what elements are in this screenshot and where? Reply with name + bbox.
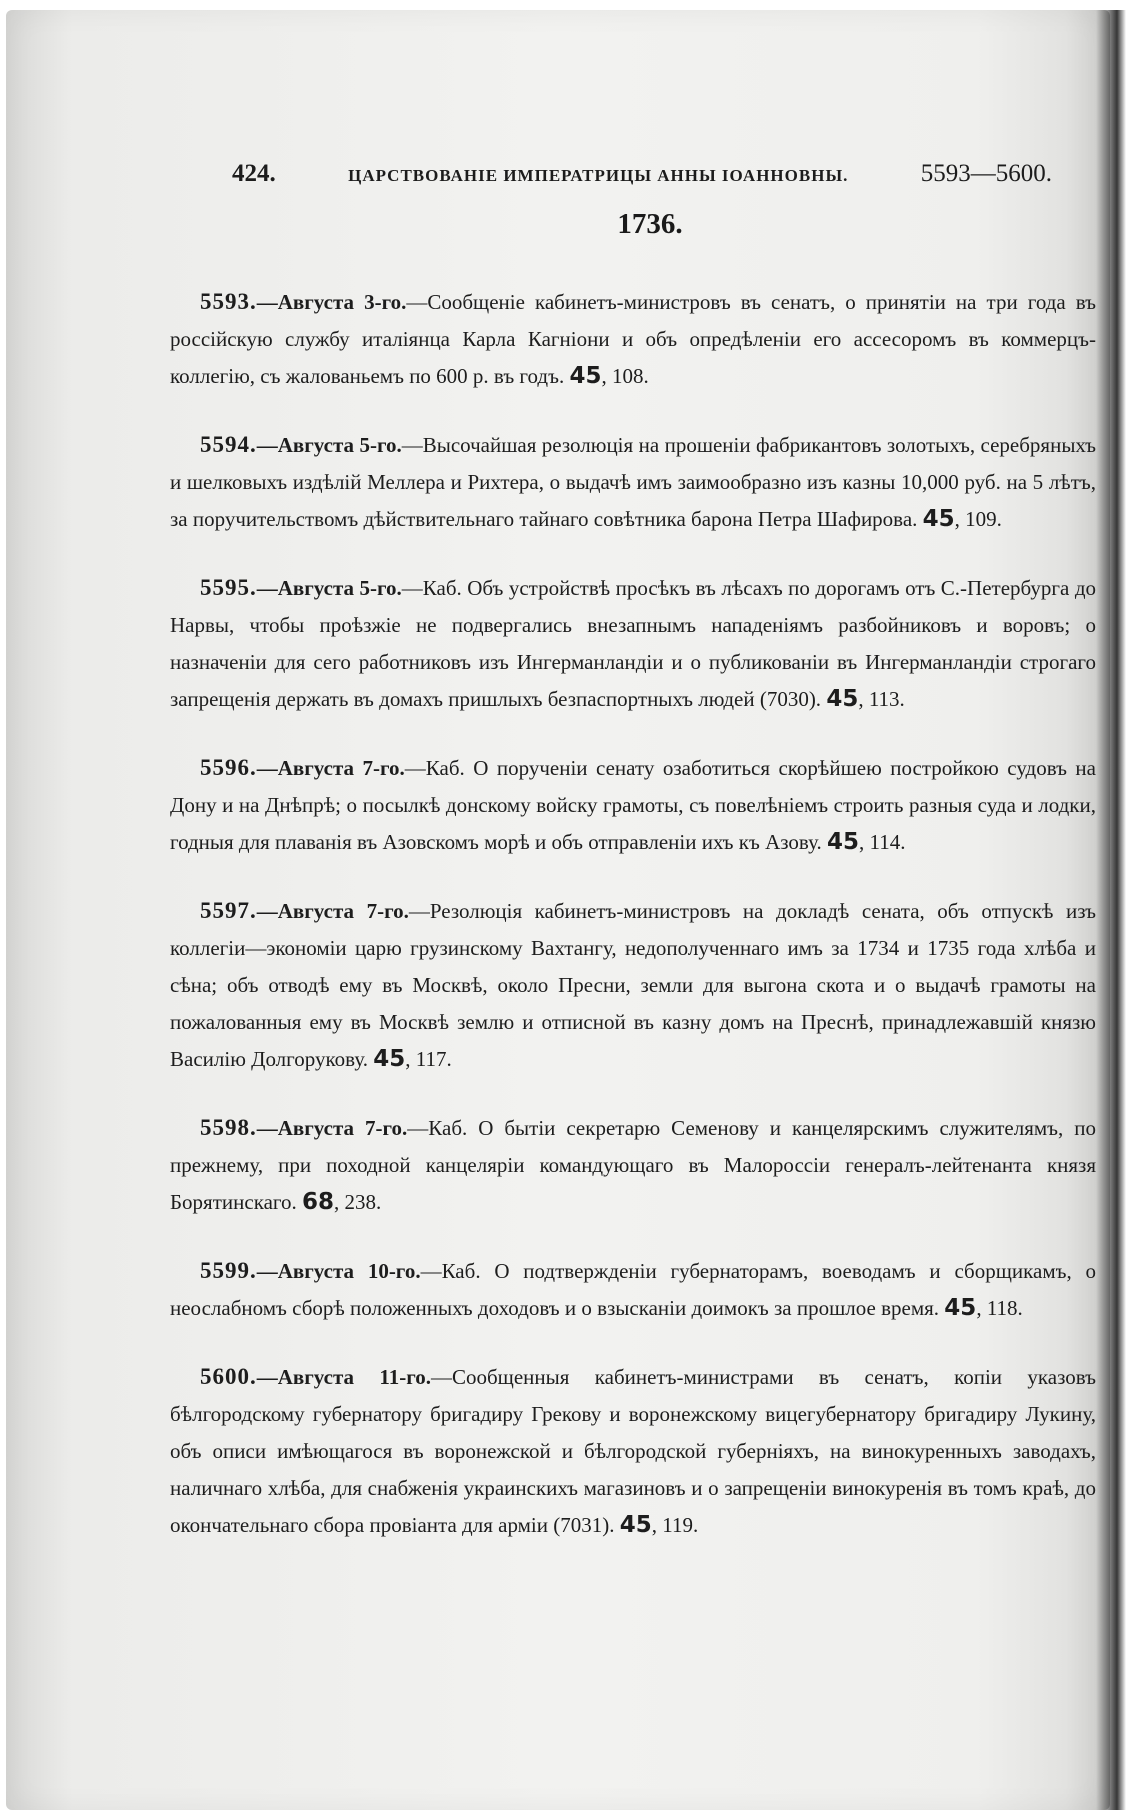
reference-volume: 45: [922, 506, 955, 532]
entry-5600: [170, 1358, 1096, 1544]
entry-date: —Августа 7-го.: [256, 899, 409, 923]
entry-date: —Августа 10-го.: [256, 1259, 421, 1283]
reference-page: , 238.: [334, 1190, 382, 1214]
entry-text: —Резолюція кабинетъ-министровъ на докладѣ сената, объ отпускѣ изъ коллегіи—экономіи царю грузинскому Вахтангу, недополученнаго имъ за 1734 и 1735 года хлѣба и сѣна; объ отводѣ ему въ Москвѣ, около Пресни, земли для выгона скота и о выдачѣ грамоты на пожалованныя ему въ Москвѣ землю и отписной въ казну домъ на Преснѣ, принадлежавшій князю Василію Долгорукову.: [170, 899, 1097, 1071]
year-heading: 1736.: [617, 208, 683, 240]
reference-page: , 114.: [859, 830, 906, 854]
entry-text: —Сообщенныя кабинетъ-министрами въ сенатъ, копіи указовъ бѣлгородскому губернатору бригадиру Грекову и воронежскому вицегубернатору бригадиру Лукину, объ описи имѣющагося въ воронежской и бѣлгородской губерніяхъ, на винокуренныхъ заводахъ, наличнаго хлѣба, для снабженія украинскихъ магазиновъ и о запрещеніи винокуренія въ томъ краѣ, до окончательнаго сбора провіанта для арміи (7031).: [170, 1365, 1096, 1537]
entry-5593: [170, 283, 1096, 395]
reference-volume: 45: [569, 363, 602, 389]
entry-date: —Августа 7-го.: [256, 756, 405, 780]
running-header: [232, 160, 1052, 200]
entry-number: 5600.: [200, 1364, 257, 1389]
entry-date: —Августа 7-го.: [256, 1116, 408, 1140]
reference-page: , 113.: [858, 687, 905, 711]
reference-volume: 45: [827, 829, 860, 855]
entry-text: —Каб. О бытіи секретарю Семенову и канцелярскимъ служителямъ, по прежнему, при походной канцеляріи командующаго въ Малороссіи генералъ-лейтенанта князя Борятинскаго.: [170, 1116, 1096, 1214]
entry-date: —Августа 5-го.: [256, 433, 402, 457]
reference-volume: 45: [826, 686, 859, 712]
entry-number: 5593.: [200, 289, 257, 314]
entry-5598: [170, 1109, 1096, 1221]
reference-volume: 45: [373, 1046, 406, 1072]
entry-number: 5596.: [200, 755, 257, 780]
entry-text: —Каб. О подтвержденіи губернаторамъ, воеводамъ и сборщикамъ, о неослабномъ сборѣ положенныхъ доходовъ и о взысканіи доимокъ за прошлое время.: [170, 1259, 1096, 1320]
reference-volume: 45: [944, 1295, 977, 1321]
entry-text: —Сообщеніе кабинетъ-министровъ въ сенатъ, о принятіи на три года въ россійскую службу италіянца Карла Кагніони и объ опредѣленіи его ассесоромъ въ коммерцъ-коллегію, съ жалованьемъ по 600 р. въ годъ.: [170, 290, 1097, 388]
entry-text: —Высочайшая резолюція на прошеніи фабрикантовъ золотыхъ, серебряныхъ и шелковыхъ издѣлій Меллера и Рихтера, о выдачѣ имъ заимообразно изъ казны 10,000 руб. на 5 лѣтъ, за поручительствомъ дѣйствительнаго тайнаго совѣтника барона Петра Шафирова.: [170, 433, 1096, 531]
entry-5597: [170, 892, 1096, 1078]
entry-text: —Каб. О порученіи сенату озаботиться скорѣйшею постройкою судовъ на Дону и на Днѣпрѣ; о посылкѣ донскому войску грамоты, съ повелѣніемъ строить разныя суда и лодки, годныя для плаванія въ Азовскомъ морѣ и объ отправленіи ихъ къ Азову.: [170, 756, 1096, 854]
entry-text: —Каб. Объ устройствѣ просѣкъ въ лѣсахъ по дорогамъ отъ С.-Петербурга до Нарвы, чтобы проѣзжіе не подвергались внезапнымъ нападеніямъ разбойниковъ и воровъ; о назначеніи для сего работниковъ изъ Ингерманландіи и о публикованіи въ Ингерманландіи строгаго запрещенія держать въ домахъ пришлыхъ безпаспортныхъ людей (7030).: [170, 576, 1097, 711]
entry-range: 5593—5600.: [920, 160, 1052, 187]
entry-5594: [170, 426, 1096, 538]
entry-5596: [170, 749, 1096, 861]
entry-number: 5594.: [200, 432, 257, 457]
entry-number: 5597.: [200, 898, 257, 923]
entry-5599: [170, 1252, 1096, 1327]
entry-date: —Августа 5-го.: [256, 576, 402, 600]
page-number: 424.: [232, 160, 276, 187]
running-title: ЦАРСТВОВАНІЕ ИМПЕРАТРИЦЫ АННЫ ІОАННОВНЫ.: [348, 166, 849, 185]
entry-number: 5598.: [200, 1115, 257, 1140]
entry-5595: [170, 569, 1096, 718]
reference-page: , 117.: [405, 1047, 452, 1071]
reference-page: , 108.: [601, 364, 649, 388]
reference-volume: 45: [619, 1512, 652, 1538]
entry-number: 5595.: [200, 575, 257, 600]
entry-number: 5599.: [200, 1258, 257, 1283]
entry-date: —Августа 11-го.: [256, 1365, 431, 1389]
reference-volume: 68: [302, 1189, 335, 1215]
entries-list: [170, 262, 1096, 1575]
entry-date: —Августа 3-го.: [256, 290, 407, 314]
reference-page: , 118.: [976, 1296, 1023, 1320]
reference-page: , 109.: [954, 507, 1002, 531]
binding-shadow: [1096, 10, 1126, 1810]
reference-page: , 119.: [651, 1513, 699, 1537]
